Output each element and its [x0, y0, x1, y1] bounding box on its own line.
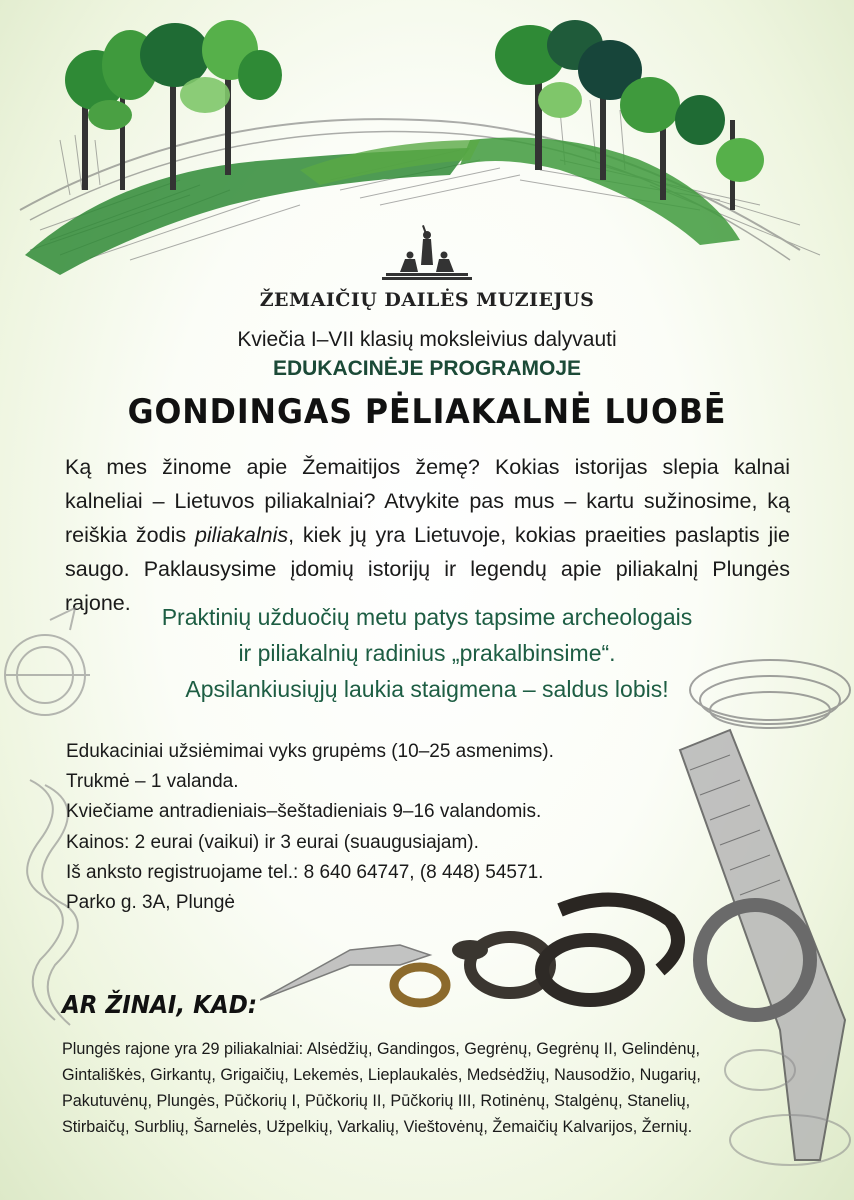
program-title: GONDINGAS PĖLIAKALNĖ LUOBĒ — [127, 392, 727, 432]
info-schedule: Kviečiame antradieniais–šeštadieniais 9–16 valandomis. — [66, 801, 542, 823]
museum-name: ŽEMAIČIŲ DAILĖS MUZIEJUS — [259, 289, 595, 311]
museum-logo-icon — [380, 225, 474, 287]
practice-line-1: Praktinių užduočių metu patys tapsime archeologais — [161, 604, 693, 630]
practice-line-2: ir piliakalnių radinius „prakalbinsime“. — [238, 640, 616, 666]
info-address: Parko g. 3A, Plungė — [66, 892, 235, 914]
invitation-line: Kviečia I–VII klasių moksleivius dalyvauti — [237, 328, 617, 351]
hillforts-list: Plungės rajone yra 29 piliakalniai: Alsėdžių, Gandingos, Gegrėnų, Gegrėnų II, Gelindėnų, Gintališkės, Girkantų, Grigaičių, Lekemės, Lieplaukalės, Medsėdžių, Nausodžio, Nugarių, Pakutuvėnų, Plungės, Pūčkorių I, Pūčkorių II, Pūčkorių III, Rotinėnų, Stalgėnų, Stanelių, Stirbaičų, Surblių, Šarnelės, Užpelkių, Varkalių, Vieštovėnų, Žemaičių Kalvarijos, Žernių. — [62, 1040, 701, 1136]
did-you-know-heading: AR ŽINAI, KAD: — [62, 990, 258, 1019]
intro-paragraph — [65, 450, 790, 620]
intro-text-part2: , kiek jų yra Lietuvoje, kokias praeities paslaptis jie saugo. Paklausysime įdomių istorijų ir legendų apie piliakalnį Plungės rajone. — [65, 523, 790, 615]
info-registration-phone: Iš anksto registruojame tel.: 8 640 64747, (8 448) 54571. — [66, 861, 544, 883]
info-duration: Trukmė – 1 valanda. — [66, 771, 239, 793]
intro-text-part1: Ką mes žinome apie Žemaitijos žemę? Kokias istorijas slepia kalnai kalneliai – Lietuvos piliakalniai? Atvykite pas mus – kartu sužinosime, ką reiškia žodis — [65, 455, 790, 547]
program-heading: EDUKACINĖJE PROGRAMOJE — [272, 357, 582, 380]
intro-italic-word: piliakalnis — [194, 523, 289, 547]
info-prices: Kainos: 2 eurai (vaikui) ir 3 eurai (suaugusiajam). — [66, 831, 479, 853]
practice-line-3: Apsilankiusiųjų laukia staigmena – saldus lobis! — [185, 676, 669, 702]
info-groups: Edukaciniai užsiėmimai vyks grupėms (10–25 asmenims). — [66, 741, 554, 762]
practice-highlight — [0, 599, 854, 707]
practical-info — [66, 737, 554, 918]
